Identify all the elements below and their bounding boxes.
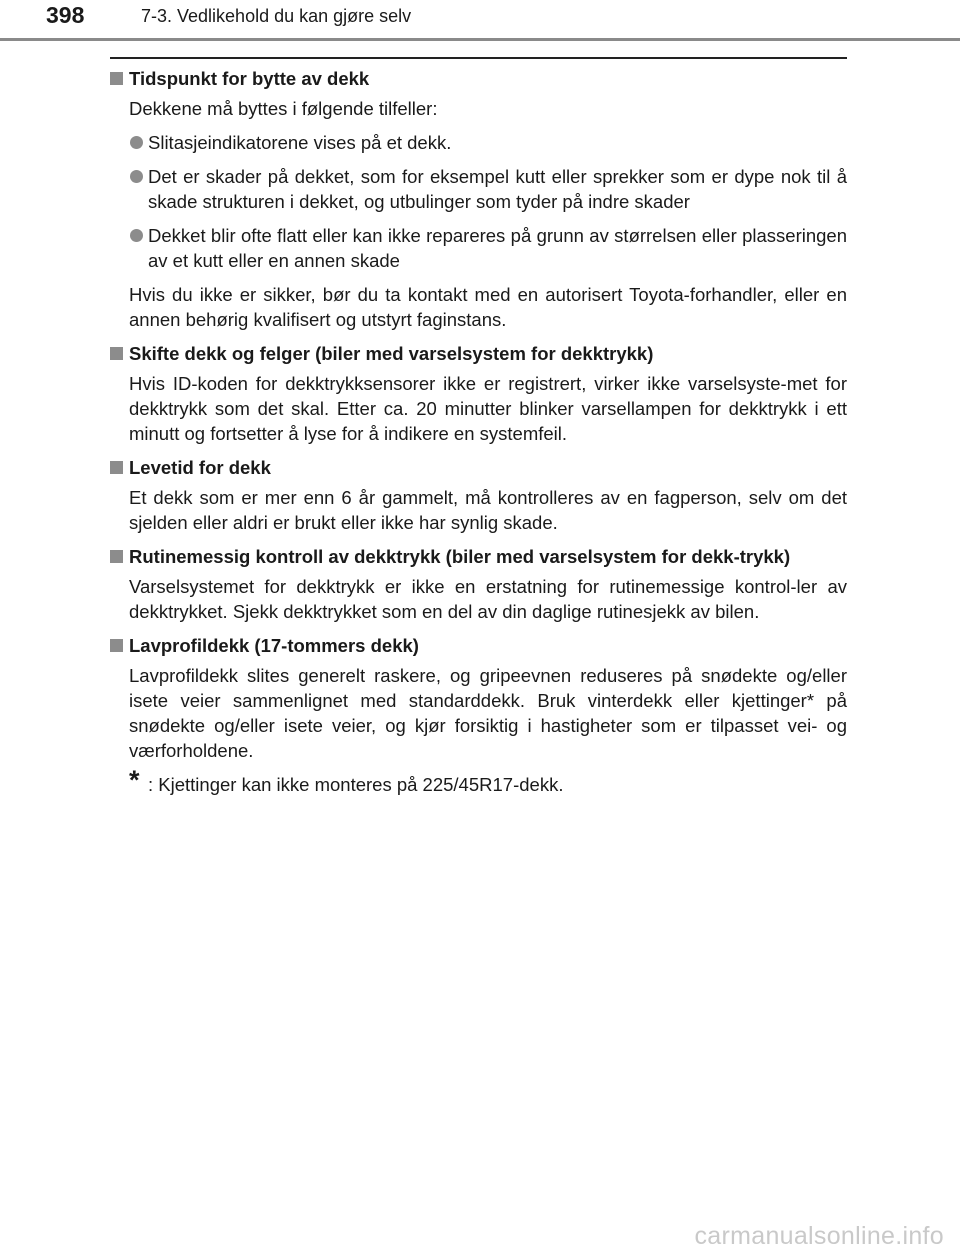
section-routine-pressure-check	[110, 544, 847, 624]
section-heading-text: Rutinemessig kontroll av dekktrykk (biler med varselsystem for dekk-trykk)	[129, 546, 791, 567]
section-body: Hvis ID-koden for dekktrykksensorer ikke er registrert, virker ikke varselsyste-met for dekktrykk som det skal. Etter ca. 20 minutter blinker varsellampen for dekktrykk i ett minutt og fortsetter å lyse for å indikere en systemfeil.	[129, 373, 847, 444]
section-heading	[110, 455, 847, 480]
section-outro: Hvis du ikke er sikker, bør du ta kontakt med en autorisert Toyota-forhandler, eller en annen behørig kvalifisert og utstyrt faginstans.	[129, 284, 847, 330]
page-header	[0, 0, 960, 40]
list-item	[110, 164, 847, 214]
watermark: carmanualsonline.info	[694, 1222, 944, 1250]
section-heading-text: Lavprofildekk (17-tommers dekk)	[129, 635, 419, 656]
section-tire-replacement-timing	[110, 66, 847, 332]
footnote-text: : Kjettinger kan ikke monteres på 225/45R17-dekk.	[148, 774, 564, 795]
square-bullet-icon	[110, 461, 123, 474]
section-heading	[110, 341, 847, 366]
section-heading	[110, 633, 847, 658]
section-heading-text: Tidspunkt for bytte av dekk	[129, 68, 370, 89]
content-top-divider	[110, 57, 847, 59]
section-body: Lavprofildekk slites generelt raskere, og gripeevnen reduseres på snødekte og/eller isete veier sammenlignet med standarddekk. Bruk vinterdekk eller kjettinger* på snødekte og/eller isete veier, og kjør forsiktig i hastigheter som er tilpasset vei- og værforholdene.	[129, 665, 847, 761]
circle-bullet-icon	[130, 229, 143, 242]
bullet-list	[110, 130, 847, 273]
list-item	[110, 223, 847, 273]
page-number: 398	[46, 2, 85, 28]
square-bullet-icon	[110, 72, 123, 85]
list-item-text: Dekket blir ofte flatt eller kan ikke repareres på grunn av størrelsen eller plasseringen av et kutt eller en annen skade	[148, 225, 847, 271]
page-content	[110, 66, 847, 797]
list-item	[110, 130, 847, 155]
square-bullet-icon	[110, 639, 123, 652]
section-body: Varselsystemet for dekktrykk er ikke en erstatning for rutinemessige kontrol-ler av dekktrykket. Sjekk dekktrykket som en del av din daglige rutinesjekk av bilen.	[129, 576, 847, 622]
footnote	[110, 765, 847, 797]
circle-bullet-icon	[130, 136, 143, 149]
header-divider	[0, 38, 960, 41]
section-heading	[110, 66, 847, 91]
section-heading-text: Levetid for dekk	[129, 457, 271, 478]
list-item-text: Slitasjeindikatorene vises på et dekk.	[148, 132, 452, 153]
section-changing-tires-wheels	[110, 341, 847, 446]
chapter-title: 7-3. Vedlikehold du kan gjøre selv	[141, 6, 412, 26]
square-bullet-icon	[110, 550, 123, 563]
section-intro: Dekkene må byttes i følgende tilfeller:	[129, 98, 438, 119]
circle-bullet-icon	[130, 170, 143, 183]
section-low-profile-tires	[110, 633, 847, 763]
list-item-text: Det er skader på dekket, som for eksempel kutt eller sprekker som er dype nok til å skade strukturen i dekket, og utbulinger som tyder på indre skader	[148, 166, 847, 212]
square-bullet-icon	[110, 347, 123, 360]
asterisk-icon: *	[129, 765, 140, 795]
section-tire-lifespan	[110, 455, 847, 535]
section-body: Et dekk som er mer enn 6 år gammelt, må kontrolleres av en fagperson, selv om det sjelden eller aldri er brukt eller ikke har synlig skade.	[129, 487, 847, 533]
section-heading-text: Skifte dekk og felger (biler med varselsystem for dekktrykk)	[129, 343, 654, 364]
section-heading	[110, 544, 847, 569]
